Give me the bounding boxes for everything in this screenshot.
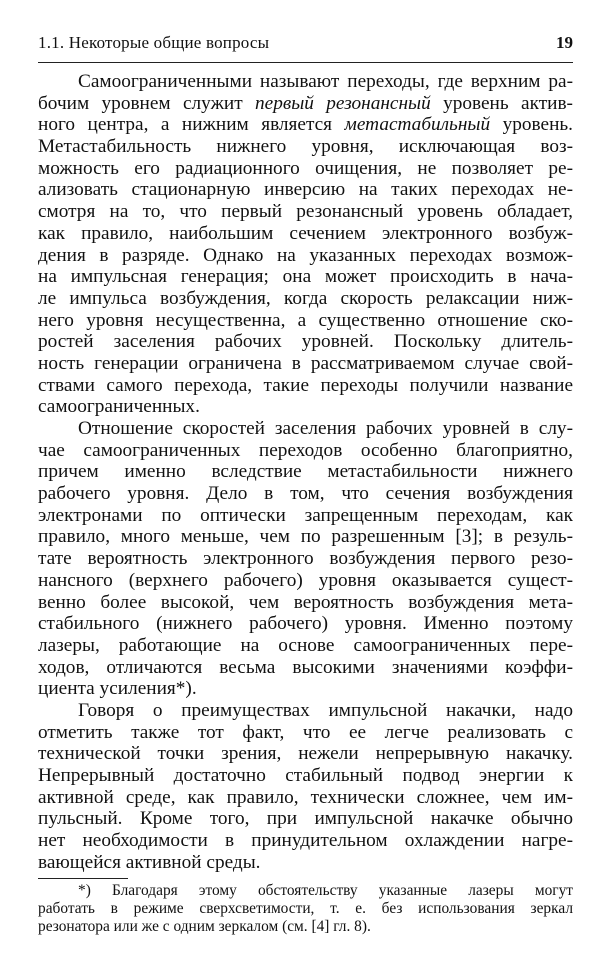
text-segment: Самоограниченными называют переходы, где верхним ра-	[78, 71, 573, 92]
body-text	[38, 71, 573, 873]
text-segment: лазеры, работающие на основе самоограниченных пере-	[38, 634, 573, 656]
text-segment: Отношение скоростей заселения рабочих уровней в слу-	[78, 418, 573, 439]
text-segment: как правило, наибольшим сечением электронного возбуж-	[38, 222, 573, 244]
text-segment: ростей заселения рабочих уровней. Поскольку длитель-	[38, 331, 573, 353]
footnote-rule	[38, 878, 128, 879]
text-segment: уровень актив-	[430, 92, 573, 114]
text-segment: самоограниченных.	[38, 396, 200, 418]
running-head: 1.1. Некоторые общие вопросы	[38, 33, 270, 52]
text-line	[38, 548, 573, 570]
footnote-line: работать в режиме сверхсветимости, т. е. без использования зеркал	[38, 900, 573, 917]
text-line	[38, 613, 573, 635]
text-line	[38, 245, 573, 267]
text-segment: стабильного (нижнего рабочего) уровня. Именно поэтому	[38, 613, 573, 635]
text-line	[38, 201, 573, 223]
text-line	[38, 440, 573, 462]
text-segment: электронами по оптически запрещенным переходам, как	[38, 504, 573, 526]
text-segment: технической точки зрения, нежели непрерывную накачку.	[38, 743, 573, 765]
text-segment: ле импульса возбуждения, когда скорость релаксации ниж-	[38, 287, 573, 309]
text-segment: причем именно вследствие метастабильности нижнего	[38, 461, 573, 483]
footnote	[38, 882, 573, 936]
text-line	[38, 722, 573, 744]
text-line	[38, 657, 573, 679]
text-line	[38, 678, 573, 700]
text-line	[38, 765, 573, 787]
text-segment: ализовать стационарную инверсию на таких переходах не-	[38, 179, 573, 201]
footnote-line: резонатора или же с одним зеркалом (см. [4] гл. 8).	[38, 918, 371, 935]
text-line	[38, 852, 573, 874]
text-line	[38, 158, 573, 180]
text-line	[38, 396, 573, 418]
text-line	[38, 526, 573, 548]
text-line	[38, 288, 573, 310]
text-line	[38, 375, 573, 397]
text-segment: него уровня несущественна, а существенно отношение ско-	[38, 309, 573, 331]
text-line	[38, 592, 573, 614]
text-segment: уровень.	[490, 114, 573, 136]
text-segment: метастабильный	[344, 114, 491, 136]
text-line	[38, 71, 573, 93]
text-line	[38, 179, 573, 201]
text-line	[38, 136, 573, 158]
text-segment: пульсный. Кроме того, при импульсной накачке обычно	[38, 808, 573, 830]
text-line	[38, 505, 573, 527]
text-line	[38, 266, 573, 288]
text-line	[38, 483, 573, 505]
text-segment: ность генерации ограничена в рассматриваемом случае свой-	[38, 352, 573, 374]
page-number: 19	[556, 33, 573, 52]
text-segment: чае самоограниченных переходов особенно благоприятно,	[38, 439, 573, 461]
text-segment: на импульсная генерация; она может происходить в нача-	[38, 266, 573, 288]
text-segment: циента усиления*).	[38, 678, 197, 700]
text-segment: ствами самого перехода, такие переходы получили название	[38, 374, 573, 396]
text-segment: можность его радиационного очищения, не позволяет ре-	[38, 157, 573, 179]
text-segment: нансного (верхнего рабочего) уровня оказывается сущест-	[38, 569, 573, 591]
text-segment: активной среде, как правило, технически сложнее, чем им-	[38, 786, 573, 808]
text-line	[38, 700, 573, 722]
text-segment: бочим уровнем служит	[38, 92, 255, 114]
text-line	[38, 570, 573, 592]
text-segment: Непрерывный достаточно стабильный подвод энергии к	[38, 765, 573, 786]
text-line	[38, 635, 573, 657]
text-segment: рабочего уровня. Дело в том, что сечения возбуждения	[38, 483, 573, 505]
text-line	[38, 830, 573, 852]
text-line	[38, 353, 573, 375]
text-line	[38, 93, 573, 115]
text-segment: правило, много меньше, чем по разрешенным [3]; в резуль-	[38, 526, 573, 548]
text-segment: ходов, отличаются весьма высокими значениями коэффи-	[38, 656, 573, 678]
text-segment: первый резонансный	[255, 92, 431, 114]
text-segment: Говоря о преимуществах импульсной накачки, надо	[78, 699, 573, 721]
footnote-line: *) Благодаря этому обстоятельству указанные лазеры могут	[78, 882, 573, 899]
text-line	[38, 787, 573, 809]
text-segment: дения в разряде. Однако на указанных переходах возмож-	[38, 244, 573, 266]
text-segment: тате вероятность электронного возбуждения первого резо-	[38, 548, 573, 570]
text-segment: смотря на то, что первый резонансный уровень обладает,	[38, 201, 573, 223]
text-segment: отметить также тот факт, что ее легче реализовать с	[38, 721, 573, 743]
header-rule	[38, 62, 573, 63]
text-segment: нет необходимости в принудительном охлаждении нагре-	[38, 830, 573, 852]
text-segment: ного центра, а нижним является	[38, 114, 345, 136]
text-line	[38, 114, 573, 136]
text-segment: венно более высокой, чем вероятность возбуждения мета-	[38, 591, 573, 613]
text-line	[38, 808, 573, 830]
text-line	[38, 223, 573, 245]
text-line	[38, 461, 573, 483]
text-line	[38, 418, 573, 440]
text-line	[38, 331, 573, 353]
text-segment: вающейся активной среды.	[38, 851, 261, 873]
text-line	[38, 743, 573, 765]
text-segment: Метастабильность нижнего уровня, исключающая воз-	[38, 136, 573, 158]
page-header	[38, 33, 573, 57]
text-line	[38, 310, 573, 332]
